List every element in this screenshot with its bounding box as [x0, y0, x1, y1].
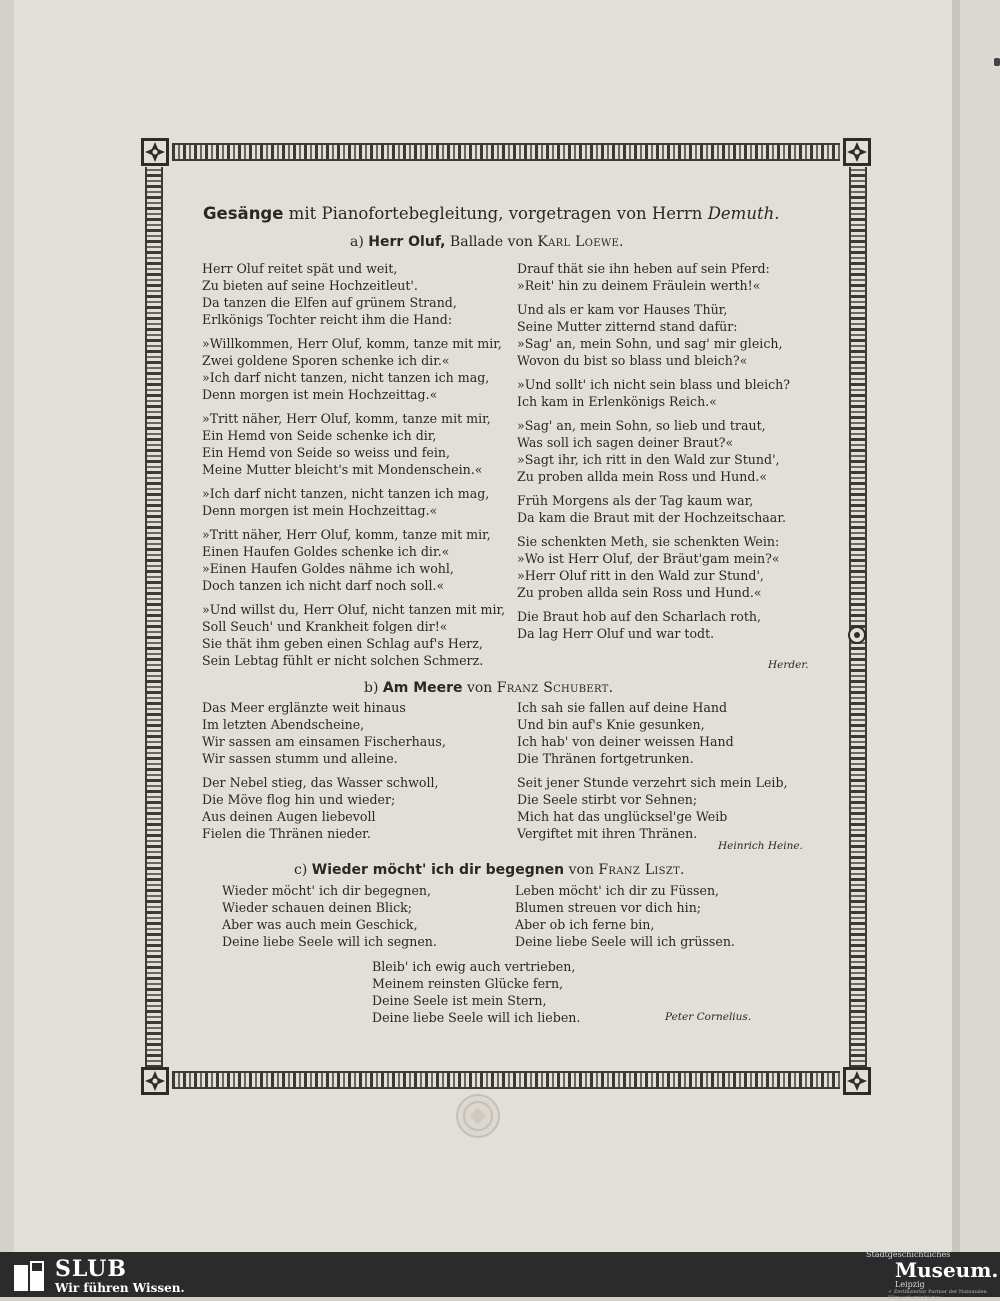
stanza: »Willkommen, Herr Oluf, komm, tanze mit mir, Zwei goldene Sporen schenke ich dir.« »Ich darf nicht tanzen, nicht tanzen ich mag, Denn morgen ist mein Hochzeittag.« [202, 336, 502, 402]
museum-name[interactable]: Museum. [895, 1258, 999, 1282]
stanza: Wieder möcht' ich dir begegnen, Wieder schauen deinen Blick; Aber was auch mein Geschick, Deine liebe Seele will ich segnen. [222, 883, 437, 949]
stanza: »Tritt näher, Herr Oluf, komm, tanze mit mir, Ein Hemd von Seide schenke ich dir, Ein Hemd von Seide so weiss und fein, Meine Mutter bleicht's mit Mondenschein.« [202, 411, 491, 477]
stanza: Die Braut hob auf den Scharlach roth, Da lag Herr Oluf und war todt. [517, 609, 762, 641]
side-ornament-right [847, 625, 867, 645]
section-b-heading: b) Am Meere von Franz Schubert. [364, 680, 614, 696]
border-right [849, 167, 867, 1068]
slub-tagline: Wir führen Wissen. [55, 1281, 185, 1295]
section-c-heading: c) Wieder möcht' ich dir begegnen von Franz Liszt. [294, 862, 685, 878]
section-c-right-column [515, 882, 735, 957]
stanza: Sie schenkten Meth, sie schenkten Wein: »Wo ist Herr Oluf, der Bräut'gam mein?« »Herr Oluf ritt in den Wald zur Stund', Zu proben allda sein Ross und Hund.« [517, 534, 780, 600]
museum-certification: ✓ Zertifizierter Partner der Nationalen Klimaschutzinitiative [888, 1289, 987, 1301]
slub-logo-icon[interactable] [12, 1259, 48, 1293]
border-top [172, 143, 840, 161]
section-c-center-column [372, 958, 580, 1033]
stanza: Bleib' ich ewig auch vertrieben, Meinem reinsten Glücke fern, Deine Seele ist mein Stern, Deine liebe Seele will ich lieben. [372, 959, 581, 1025]
border-bottom [172, 1071, 840, 1089]
stanza: »Ich darf nicht tanzen, nicht tanzen ich mag, Denn morgen ist mein Hochzeittag.« [202, 486, 490, 518]
section-b-left-column [202, 699, 446, 849]
stanza: Herr Oluf reitet spät und weit, Zu bieten auf seine Hochzeitleut'. Da tanzen die Elfen auf grünem Strand, Erlkönigs Tochter reicht ihm die Hand: [202, 261, 457, 327]
stanza: »Und sollt' ich nicht sein blass und bleich? Ich kam in Erlenkönigs Reich.« [517, 377, 791, 409]
stanza: »Und willst du, Herr Oluf, nicht tanzen mit mir, Soll Seuch' und Krankheit folgen dir!« Sie thät ihm geben einen Schlag auf's Herz, Sein Lebtag fühlt er nicht solchen Schmerz. [202, 602, 506, 668]
corner-ornament-bottom-right [842, 1066, 872, 1096]
stanza: Ich sah sie fallen auf deine Hand Und bin auf's Knie gesunken, Ich hab' von deiner weissen Hand Die Thränen fortgetrunken. [517, 700, 734, 766]
section-a-right-column [517, 260, 790, 649]
adjacent-page [960, 0, 1000, 1252]
stanza: Seit jener Stunde verzehrt sich mein Leib, Die Seele stirbt vor Sehnen; Mich hat das unglücksel'ge Weib Vergiftet mit ihren Thränen. [517, 775, 788, 841]
corner-ornament-top-right [842, 137, 872, 167]
program-heading: Gesänge mit Pianofortebegleitung, vorgetragen von Herrn Demuth. [203, 204, 780, 223]
stanza: Der Nebel stieg, das Wasser schwoll, Die Möve flog hin und wieder; Aus deinen Augen liebevoll Fielen die Thränen nieder. [202, 775, 439, 841]
stanza: Leben möcht' ich dir zu Füssen, Blumen streuen vor dich hin; Aber ob ich ferne bin, Deine liebe Seele will ich grüssen. [515, 883, 735, 949]
border-left [145, 167, 163, 1068]
section-c-left-column [222, 882, 437, 957]
slub-name[interactable]: SLUB [55, 1256, 127, 1282]
museum-label: Stadtgeschichtliches [866, 1250, 951, 1259]
section-a-left-column [202, 260, 505, 676]
section-c-poet: Peter Cornelius. [665, 1011, 752, 1023]
section-b-poet: Heinrich Heine. [718, 840, 803, 852]
page-mark [994, 58, 1000, 66]
museum-city: Leipzig [895, 1280, 925, 1289]
page-edge [952, 0, 960, 1252]
stanza: Das Meer erglänzte weit hinaus Im letzten Abendscheine, Wir sassen am einsamen Fischerhaus, Wir sassen stumm und alleine. [202, 700, 446, 766]
corner-ornament-bottom-left [140, 1066, 170, 1096]
stanza: »Sag' an, mein Sohn, so lieb und traut, Was soll ich sagen deiner Braut?« »Sagt ihr, ich ritt in den Wald zur Stund', Zu proben allda mein Ross und Hund.« [517, 418, 780, 484]
stanza: Früh Morgens als der Tag kaum war, Da kam die Braut mit der Hochzeitschaar. [517, 493, 786, 525]
section-a-heading: a) Herr Oluf, Ballade von Karl Loewe. [350, 234, 624, 250]
corner-ornament-top-left [140, 137, 170, 167]
library-stamp [455, 1093, 501, 1139]
stanza: Und als er kam vor Hauses Thür, Seine Mutter zitternd stand dafür: »Sag' an, mein Sohn, und sag' mir gleich, Wovon du bist so blass und bleich?« [517, 302, 783, 368]
section-b-right-column [517, 699, 788, 849]
stanza: Drauf thät sie ihn heben auf sein Pferd: »Reit' hin zu deinem Fräulein werth!« [517, 261, 770, 293]
stanza: »Tritt näher, Herr Oluf, komm, tanze mit mir, Einen Haufen Goldes schenke ich dir.« »Einen Haufen Goldes nähme ich wohl, Doch tanzen ich nicht darf noch soll.« [202, 527, 491, 593]
section-a-poet: Herder. [768, 659, 809, 671]
